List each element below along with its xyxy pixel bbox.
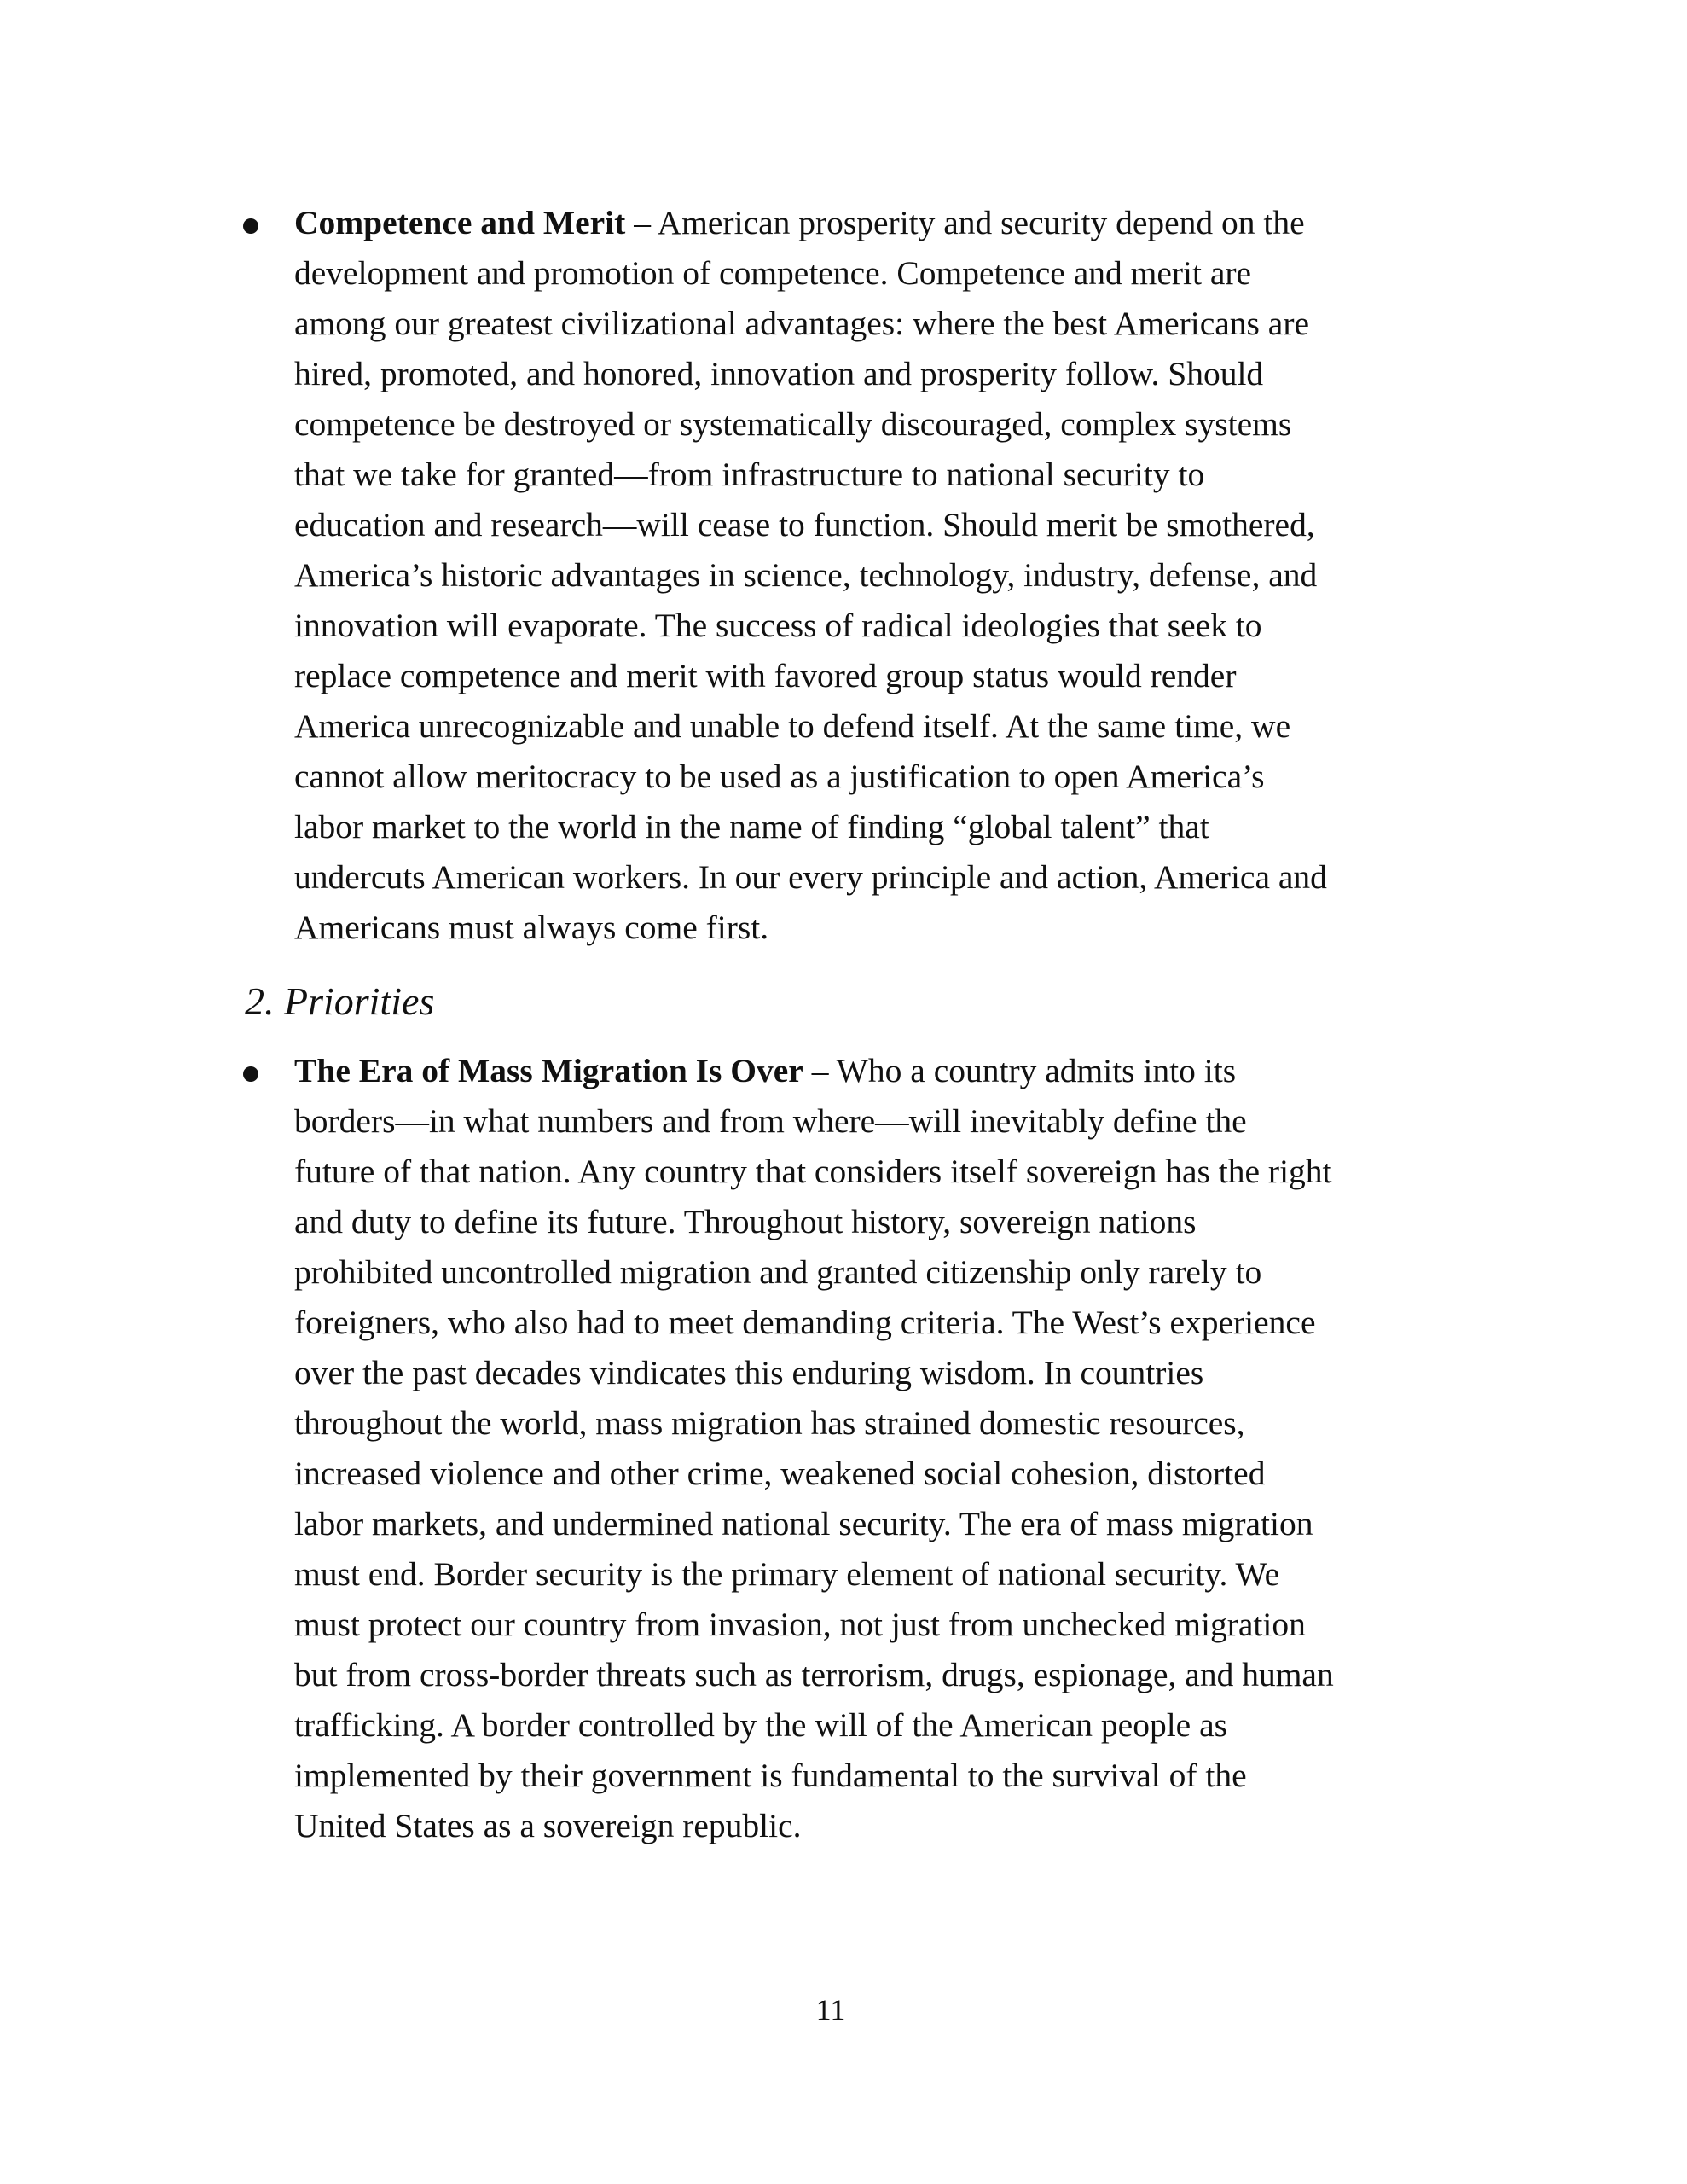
text-line: over the past decades vindicates this enduring wisdom. In countries xyxy=(294,1354,1204,1391)
text-line: The Era of Mass Migration Is Over – Who a country admits into its xyxy=(294,1052,1237,1089)
bullet-title: The Era of Mass Migration Is Over xyxy=(294,1052,803,1089)
text-line: competence be destroyed or systematically discouraged, complex systems xyxy=(294,405,1292,443)
text-line: that we take for granted—from infrastructure to national security to xyxy=(294,456,1205,493)
text-line: labor market to the world in the name of finding “global talent” that xyxy=(294,808,1209,845)
text-line: prohibited uncontrolled migration and granted citizenship only rarely to xyxy=(294,1253,1262,1291)
text-line: implemented by their government is fundamental to the survival of the xyxy=(294,1757,1247,1794)
text-line: labor markets, and undermined national security. The era of mass migration xyxy=(294,1505,1313,1542)
text-line: must end. Border security is the primary element of national security. We xyxy=(294,1555,1280,1593)
text-line: America unrecognizable and unable to defend itself. At the same time, we xyxy=(294,707,1291,745)
text-line: cannot allow meritocracy to be used as a justification to open America’s xyxy=(294,758,1265,795)
text-line: must protect our country from invasion, not just from unchecked migration xyxy=(294,1606,1306,1643)
bullet-title: Competence and Merit xyxy=(294,204,626,241)
text-line: throughout the world, mass migration has strained domestic resources, xyxy=(294,1404,1245,1442)
text-line: development and promotion of competence. Competence and merit are xyxy=(294,254,1252,292)
section-heading-priorities: 2. Priorities xyxy=(245,979,435,1023)
text-line: borders—in what numbers and from where—will inevitably define the xyxy=(294,1102,1247,1140)
text-line: replace competence and merit with favored group status would render xyxy=(294,657,1237,694)
text-line: undercuts American workers. In our every principle and action, America and xyxy=(294,858,1327,896)
text-line: Americans must always come first. xyxy=(294,909,769,946)
page-number: 11 xyxy=(815,1993,846,2027)
text-line: foreigners, who also had to meet demanding criteria. The West’s experience xyxy=(294,1304,1316,1341)
text-line: future of that nation. Any country that considers itself sovereign has the right xyxy=(294,1153,1332,1190)
bullet-icon xyxy=(243,1066,258,1082)
text-line: Competence and Merit – American prosperity and security depend on the xyxy=(294,204,1305,241)
text-line: America’s historic advantages in science, technology, industry, defense, and xyxy=(294,556,1318,594)
text-line: innovation will evaporate. The success of radical ideologies that seek to xyxy=(294,607,1262,644)
text-line: but from cross-border threats such as terrorism, drugs, espionage, and human xyxy=(294,1656,1334,1693)
text-line: education and research—will cease to function. Should merit be smothered, xyxy=(294,506,1315,543)
text-line: trafficking. A border controlled by the will of the American people as xyxy=(294,1706,1227,1744)
bullet-icon xyxy=(243,218,258,234)
text-line: increased violence and other crime, weakened social cohesion, distorted xyxy=(294,1455,1266,1492)
text-line: hired, promoted, and honored, innovation and prosperity follow. Should xyxy=(294,355,1264,392)
text-line: among our greatest civilizational advantages: where the best Americans are xyxy=(294,305,1310,342)
text-line: and duty to define its future. Throughout history, sovereign nations xyxy=(294,1203,1197,1240)
text-line: United States as a sovereign republic. xyxy=(294,1807,802,1844)
